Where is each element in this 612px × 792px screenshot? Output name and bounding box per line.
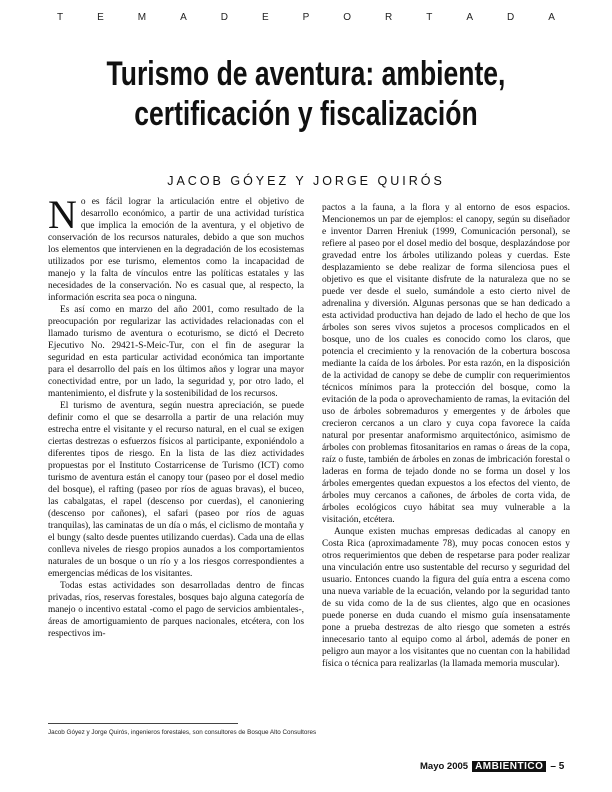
kicker-letter: A	[180, 12, 187, 23]
page-number: – 5	[550, 761, 565, 772]
title-line-2: certificación y fiscalización	[134, 95, 478, 133]
title-line-1: Turismo de aventura: ambiente,	[106, 55, 506, 93]
left-column	[48, 192, 304, 640]
section-kicker	[0, 12, 612, 28]
paragraph-text: o es fácil lograr la articulación entre el objetivo de desarrollo económico, a partir de una actividad turística que implica la emoción de la aventura, y el objetivo de conservación de los recursos naturales, debido a que son muchos los elementos que intervienen en la degradación de los ecosistemas utilizados por ese turismo, elementos como la incapacidad de manejo y la falta de vínculos entre las políticas estatales y las necesidades de la conservación. No es casual que, al respecto, la información escrita sea poca o ninguna.	[48, 197, 304, 303]
paragraph: Aunque existen muchas empresas dedicadas al canopy en Costa Rica (aproximadamente 78), muy pocas conocen estos y otros requerimientos que deben de respetarse para poder realizar una vinculación entre uso sustentable del recurso y seguridad del usuario. Entonces cuando la figura del guía entra a escena como una nueva variable de la ecuación, velando por la seguridad tanto de su vida como de la de sus clientes, algo que en ocasiones puede ponerse en duda cuando el mismo guía insensatamente pone a prueba destrezas de alto riesgo que someten a estrés innecesario tanto al equipo como al árbol, además de poner en peligro aun mayor a los visitantes que no cuentan con la habilidad física o técnica para realizarlas (la llamada memoria muscular).	[322, 527, 570, 669]
kicker-letter: A	[466, 12, 473, 23]
article-authors: JACOB GÓYEZ Y JORGE QUIRÓS	[167, 174, 445, 188]
kicker-letter: R	[385, 12, 393, 23]
author-footnote: Jacob Góyez y Jorge Quirós, ingenieros forestales, son consultores de Bosque Alto Consultores	[48, 729, 317, 736]
issue-date: Mayo 2005	[420, 761, 469, 772]
kicker-letter: E	[261, 12, 269, 23]
page-footer	[420, 761, 564, 772]
kicker-letter: T	[56, 12, 64, 23]
kicker-letter: D	[506, 12, 515, 23]
right-column	[322, 202, 570, 670]
paragraph: Es así como en marzo del año 2001, como resultado de la preocupación por regularizar las actividades relacionadas con el llamado turismo de aventura o ecoturismo, se dictó el Decreto Ejecutivo No. 29421-S-Meic-Tur, con el fin de asegurar la seguridad en esta particular actividad económica tan importante para el desarrollo del país en los últimos años y lograr una mayor conectividad entre, por un lado, la seguridad y, por otro lado, el mantenimiento, el disfrute y la sostenibilidad de los recursos.	[48, 305, 304, 399]
kicker-letter: E	[97, 12, 104, 23]
kicker-letter: P	[302, 12, 310, 23]
kicker-letter: O	[343, 12, 352, 23]
paragraph: Todas estas actividades son desarrolladas dentro de fincas privadas, ríos, reservas forestales, bosques bajo alguna categoría de manejo o incentivo estatal -como el pago de servicios ambientales-, áreas de amortiguamiento de parques nacionales, etcétera, con los respectivos im-	[48, 581, 304, 639]
footnote-divider	[48, 723, 238, 724]
paragraph: El turismo de aventura, según nuestra apreciación, se puede definir como el que se desarrolla a partir de una relación muy estrecha entre el visitante y el recurso natural, en el cual se exigen ciertas destrezas o esfuerzos físicos al participante, exponiéndolo a diferentes tipos de riesgo. En la lista de las diez actividades propuestas por el Instituto Costarricense de Turismo (ICT) como turismo de aventura están el canopy tour (paseo por el dosel medio del bosque), el rafting (paseo por ríos de aguas bravas), el buceo, las cabalgatas, el rapel (descenso por cuerdas), el canoniering (descenso por cañones), el safari (paseo por ríos de aguas tranquilas), las caminatas de un día o más, el ciclismo de montaña y el bungy (salto desde puentes utilizando cuerdas). Cada una de ellas conlleva niveles de riesgo propios aunados a los comportamientos naturales de un bosque o un río y a los riesgos correspondientes a emergencias médicas de los visitantes.	[48, 401, 304, 579]
drop-cap: N	[48, 192, 77, 237]
kicker-letter: D	[220, 12, 228, 23]
magazine-logo: AMBIENTICO	[472, 761, 546, 772]
paragraph: pactos a la fauna, a la flora y al entorno de esos espacios. Mencionemos un par de ejemplos: el canopy, según su diseñador e inventor Darren Hreniuk (1999, Comunicación personal), se refiere al paseo por el dosel medio del bosque, desplazándose por gravedad entre los árboles utilizando poleas y cuerdas. Este desplazamiento se debe realizar de forma silenciosa pues el objetivo es que el visitante disfrute de la naturaleza que no se puede ver desde el suelo, sumándole a esto cierto nivel de adrenalina y diversión. Algunas personas que se han dedicado a esta actividad productiva han dejado de lado el hecho de que los árboles son seres vivos sujetos a procesos complicados en el bosque, uno de los cuales es conocido como los claros, que potencia el crecimiento y la renovación de la cobertura boscosa mediante la caída de los árboles. Por esta razón, en la disposición de la actividad de canopy se debe de cumplir con requerimientos técnicos mínimos para la protección del bosque, como la evitación de la poda o aprovechamiento de ramas, la evitación del uso de árboles sobremaduros y emergentes y de árboles que crecieron cercanos a un claro y cuya copa favorece la caída natural por presentar anaformismo arquitectónico, asimismo de árboles con problemas fitosanitarios en ramas o áreas de la copa, raíz o fuste, también de árboles en zonas de imbricación forestal o laderas en forma de tejado donde no se forma un dosel y los árboles emergentes quedan expuestos a los efectos del viento, de árboles muy cercanos a cañones, de árboles de corta vida, de árboles ecológicos cuyo hábitat sea muy vulnerable a la visitación, etcétera.	[322, 203, 570, 525]
paragraph	[48, 192, 304, 304]
kicker-letter: M	[137, 12, 147, 23]
kicker-letter: A	[548, 12, 555, 23]
kicker-letter: T	[426, 12, 433, 23]
article-title	[91, 54, 522, 134]
